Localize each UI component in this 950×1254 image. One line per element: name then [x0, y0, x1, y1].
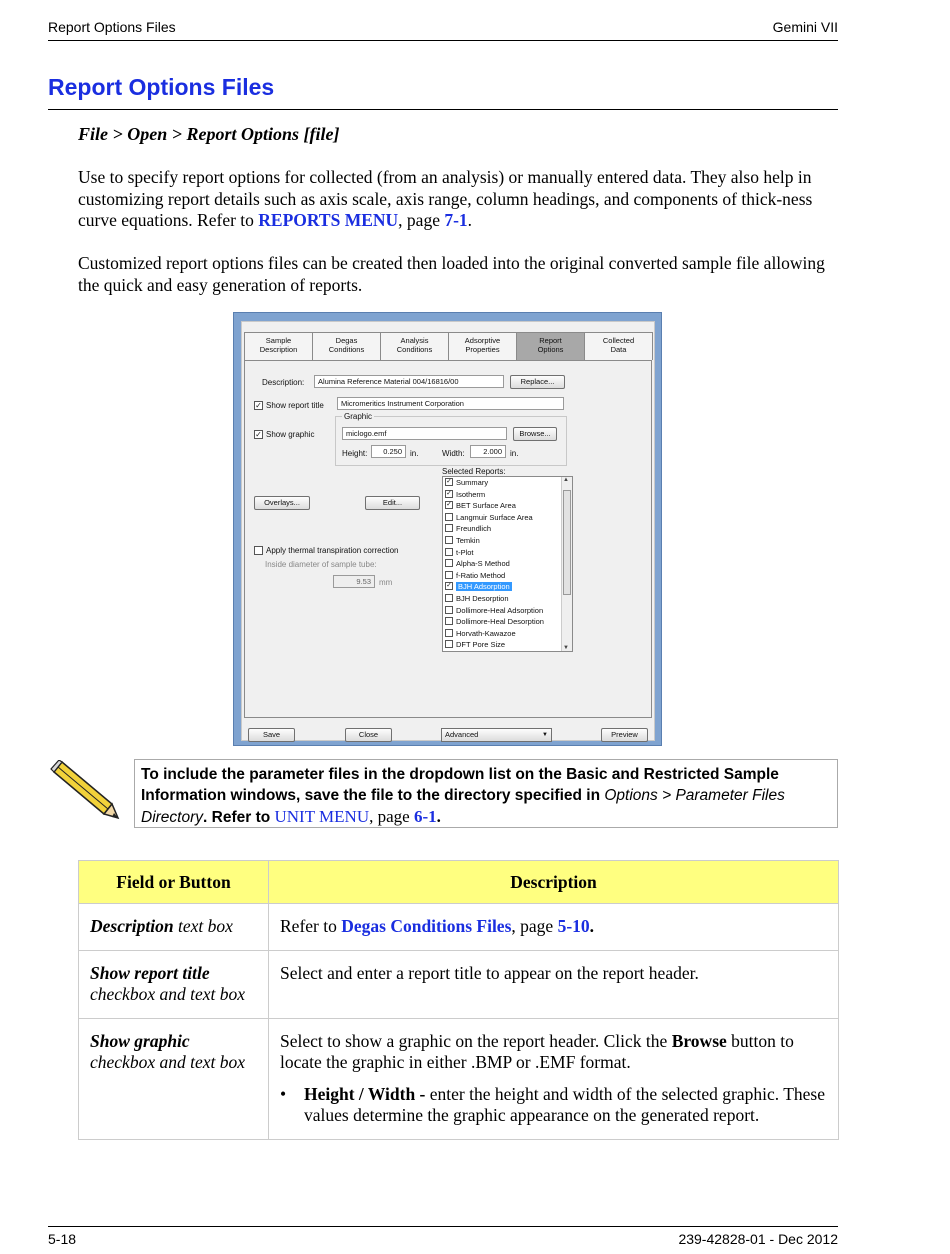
header-field-or-button: Field or Button	[79, 861, 269, 904]
custom-files-paragraph: Customized report options files can be created then loaded into the original converted sample file allowing the quick and easy generation of reports.	[78, 253, 825, 295]
inside-diameter-label: Inside diameter of sample tube:	[265, 560, 377, 569]
width-label: Width:	[442, 449, 465, 458]
show-report-title-label: Show report title	[266, 401, 324, 410]
overlays-button[interactable]: Overlays...	[254, 496, 310, 510]
report-checkbox[interactable]: ✓	[446, 501, 452, 509]
menu-path: File > Open > Report Options [file]	[78, 124, 340, 144]
report-checkbox[interactable]	[445, 548, 453, 556]
description-input[interactable]: Alumina Reference Material 004/16816/00	[314, 375, 504, 388]
graphic-group-label: Graphic	[344, 412, 373, 421]
show-report-title-checkbox[interactable]: ✓	[255, 401, 262, 410]
edit-button[interactable]: Edit...	[365, 496, 420, 510]
list-item[interactable]	[443, 500, 572, 512]
reports-menu-page-link[interactable]: 7-1	[444, 210, 468, 230]
report-label: BJH Adsorption	[458, 582, 510, 592]
list-item[interactable]	[443, 523, 572, 535]
report-checkbox[interactable]	[445, 513, 453, 521]
inside-diameter-unit: mm	[379, 578, 393, 587]
report-label: t-Plot	[456, 547, 474, 557]
report-label: Alpha-S Method	[456, 559, 510, 569]
report-label: DFT Pore Size	[456, 640, 506, 650]
field-cell: Show report title checkbox and text box	[79, 950, 269, 1018]
height-unit: in.	[410, 449, 419, 458]
list-item[interactable]	[443, 535, 572, 547]
report-label: BET Surface Area	[456, 501, 516, 511]
show-graphic-label: Show graphic	[266, 430, 315, 439]
tab-collected-data[interactable]: Collected Data	[584, 332, 653, 360]
tab-sample-description[interactable]: Sample Description	[244, 332, 313, 360]
tab-adsorptive-properties[interactable]: Adsorptive Properties	[448, 332, 517, 360]
height-width-bullet: • Height / Width - enter the height and width of the selected graphic. These values determine the graphic appearance on the generated report.	[280, 1083, 825, 1125]
report-label: f-Ratio Method	[456, 570, 506, 580]
report-checkbox[interactable]	[445, 536, 453, 544]
list-item[interactable]	[443, 616, 572, 628]
scroll-thumb[interactable]	[563, 490, 571, 595]
selected-reports-list[interactable]	[442, 476, 573, 652]
scroll-up-icon[interactable]: ▲	[563, 477, 569, 483]
report-label: BJH Desorption	[456, 593, 509, 603]
dialog-body	[241, 321, 655, 741]
table-row	[79, 904, 839, 951]
table-row	[79, 950, 839, 1018]
report-checkbox[interactable]: ✓	[446, 489, 452, 497]
replace-button[interactable]: Replace...	[510, 375, 565, 389]
height-label: Height:	[342, 449, 368, 458]
report-checkbox[interactable]	[445, 594, 453, 602]
width-unit: in.	[510, 449, 519, 458]
section-title: Report Options Files	[48, 74, 838, 110]
browse-button[interactable]: Browse...	[513, 427, 557, 441]
height-input[interactable]: 0.250	[371, 445, 406, 458]
unit-menu-link[interactable]: UNIT MENU	[274, 807, 370, 826]
header-product-name: Gemini VII	[772, 19, 838, 35]
field-description-table	[78, 860, 839, 1140]
report-label: Summary	[456, 478, 489, 487]
list-item[interactable]	[443, 581, 572, 593]
report-checkbox[interactable]	[445, 571, 453, 579]
report-label: Isotherm	[456, 489, 486, 499]
report-checkbox[interactable]: ✓	[446, 582, 452, 590]
scroll-down-icon[interactable]: ▼	[563, 645, 569, 651]
report-title-input[interactable]: Micromeritics Instrument Corporation	[337, 397, 564, 410]
list-item[interactable]	[443, 558, 572, 570]
running-header	[48, 18, 838, 41]
unit-menu-page-link[interactable]: 6-1	[413, 807, 437, 826]
chevron-down-icon: ▼	[542, 732, 548, 738]
show-graphic-checkbox[interactable]: ✓	[255, 430, 262, 439]
tab-degas-conditions[interactable]: Degas Conditions	[312, 332, 381, 360]
preview-button[interactable]: Preview	[601, 728, 648, 742]
report-label: Freundlich	[456, 524, 492, 534]
list-item[interactable]	[443, 477, 572, 489]
header-section-name: Report Options Files	[48, 19, 176, 35]
report-checkbox[interactable]	[445, 617, 453, 625]
list-item[interactable]	[443, 547, 572, 559]
selected-reports-label: Selected Reports:	[442, 467, 506, 476]
save-button[interactable]: Save	[248, 728, 295, 742]
description-label: Description:	[262, 378, 305, 387]
report-checkbox[interactable]	[445, 524, 453, 532]
description-cell: Select and enter a report title to appear on the report header.	[269, 950, 839, 1018]
report-options-dialog-screenshot	[233, 312, 662, 746]
list-item[interactable]	[443, 489, 572, 501]
running-footer	[48, 1226, 838, 1250]
note-box: To include the parameter files in the dropdown list on the Basic and Restricted Sample Information windows, save the file to the directory specified in Options > Parameter Files Directory. Refer to UNIT MENU, page 6-1.	[134, 759, 838, 828]
description-cell: Select to show a graphic on the report header. Click the Browse button to locate the graphic in either .BMP or .EMF format. • Height / Width - enter the height and width of the selected graphic. These values determine the graphic appearance on the generated report.	[269, 1018, 839, 1139]
list-item[interactable]	[443, 570, 572, 582]
graphic-file-input[interactable]: miclogo.emf	[342, 427, 507, 440]
reports-scrollbar[interactable]	[561, 477, 572, 651]
header-description: Description	[269, 861, 839, 904]
page-number: 5-18	[48, 1231, 77, 1247]
list-item[interactable]	[443, 593, 572, 605]
width-input[interactable]: 2.000	[470, 445, 506, 458]
inside-diameter-input[interactable]: 9.53	[333, 575, 375, 588]
thermal-transpiration-checkbox[interactable]	[254, 546, 263, 555]
report-checkbox[interactable]: ✓	[446, 478, 452, 485]
document-number: 239-42828-01 - Dec 2012	[678, 1231, 838, 1247]
close-button[interactable]: Close	[345, 728, 392, 742]
list-item[interactable]	[443, 605, 572, 617]
report-label: Temkin	[456, 535, 480, 545]
pencil-note-icon	[50, 760, 120, 820]
report-checkbox[interactable]	[445, 559, 453, 567]
list-item[interactable]	[443, 512, 572, 524]
report-options-panel	[244, 360, 652, 718]
description-cell: Refer to Degas Conditions Files, page 5-10.	[269, 904, 839, 951]
field-cell: Description text box	[79, 904, 269, 951]
list-item[interactable]	[443, 639, 572, 651]
field-cell: Show graphic checkbox and text box	[79, 1018, 269, 1139]
list-item[interactable]	[443, 628, 572, 640]
report-checkbox[interactable]	[445, 606, 453, 614]
report-label: Dollimore-Heal Desorption	[456, 617, 544, 627]
degas-conditions-link[interactable]: Degas Conditions Files	[341, 916, 512, 936]
dialog-tabs	[244, 332, 652, 360]
advanced-select[interactable]: Advanced ▼	[441, 728, 552, 742]
report-checkbox[interactable]	[445, 629, 453, 637]
report-label: Horvath-Kawazoe	[456, 628, 516, 638]
table-row	[79, 1018, 839, 1139]
graphic-group	[335, 416, 567, 466]
tab-report-options[interactable]: Report Options	[516, 332, 585, 360]
report-label: Langmuir Surface Area	[456, 512, 533, 522]
intro-paragraph: Use to specify report options for collected (from an analysis) or manually entered data. They also help in customizing report details such as axis scale, axis range, column headings, and components of thick-ness curve equations. Refer to REPORTS MENU, page 7-1.	[78, 167, 813, 230]
report-checkbox[interactable]	[445, 640, 453, 648]
report-label: Dollimore-Heal Adsorption	[456, 605, 544, 615]
table-header-row	[79, 861, 839, 904]
reports-menu-link[interactable]: REPORTS MENU	[258, 210, 399, 230]
tab-analysis-conditions[interactable]: Analysis Conditions	[380, 332, 449, 360]
degas-conditions-page-link[interactable]: 5-10	[557, 916, 590, 936]
thermal-transpiration-label: Apply thermal transpiration correction	[266, 546, 399, 555]
